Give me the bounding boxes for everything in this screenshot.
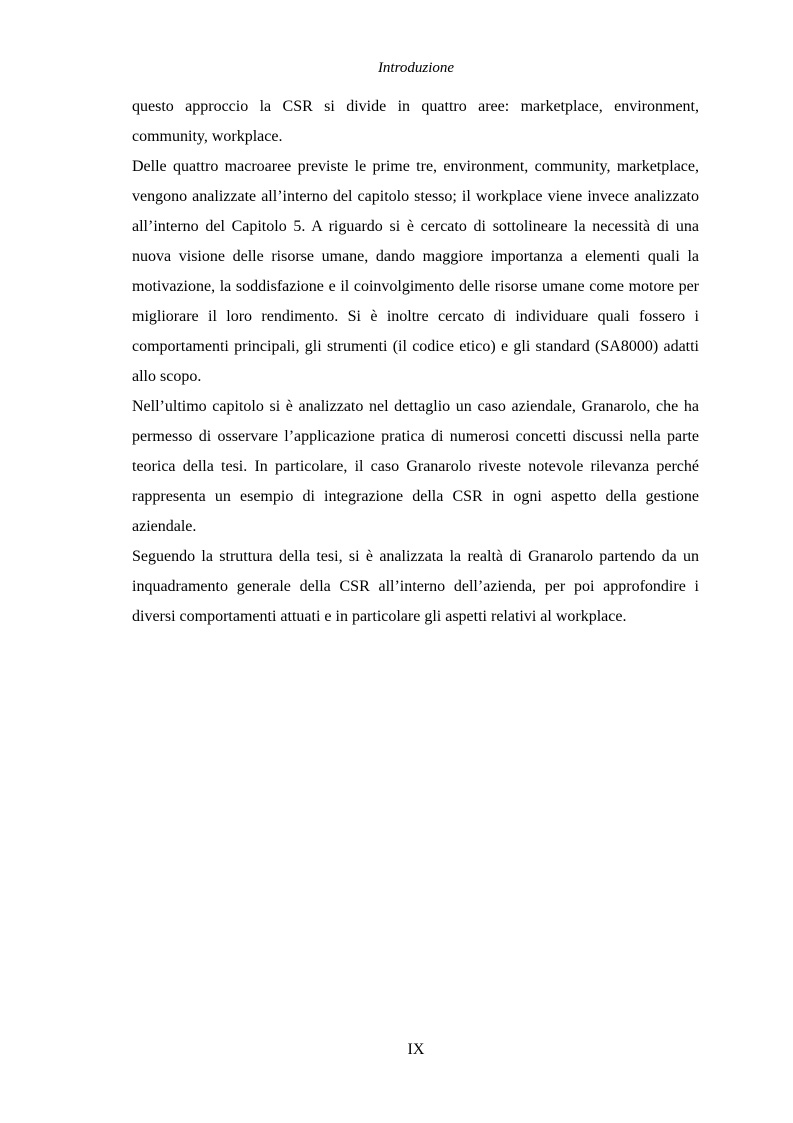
page-number: IX [407,1041,425,1058]
body-text [132,92,699,632]
paragraph-thesis-structure: Seguendo la struttura della tesi, si è analizzata la realtà di Granarolo partendo da un inquadramento generale della CSR all’interno dell’azienda, per poi approfondire i diversi comportamenti attuati e in particolare gli aspetti relativi al workplace. [132,548,699,625]
paragraph-csr-areas: questo approccio la CSR si divide in quattro aree: marketplace, environment, community, workplace. [132,98,699,145]
paragraph-case-study: Nell’ultimo capitolo si è analizzato nel dettaglio un caso aziendale, Granarolo, che ha permesso di osservare l’applicazione pratica di numerosi concetti discussi nella parte teorica della tesi. In particolare, il caso Granarolo riveste notevole rilevanza perché rappresenta un esempio di integrazione della CSR in ogni aspetto della gestione aziendale. [132,398,699,535]
paragraph-macroareas: Delle quattro macroaree previste le prime tre, environment, community, marketplace, vengono analizzate all’interno del capitolo stesso; il workplace viene invece analizzato all’interno del Capitolo 5. A riguardo si è cercato di sottolineare la necessità di una nuova visione delle risorse umane, dando maggiore importanza a elementi quali la motivazione, la soddisfazione e il coinvolgimento delle risorse umane come motore per migliorare il loro rendimento. Si è inoltre cercato di individuare quali fossero i comportamenti principali, gli strumenti (il codice etico) e gli standard (SA8000) adatti allo scopo. [132,158,699,385]
running-header: Introduzione [377,60,455,76]
